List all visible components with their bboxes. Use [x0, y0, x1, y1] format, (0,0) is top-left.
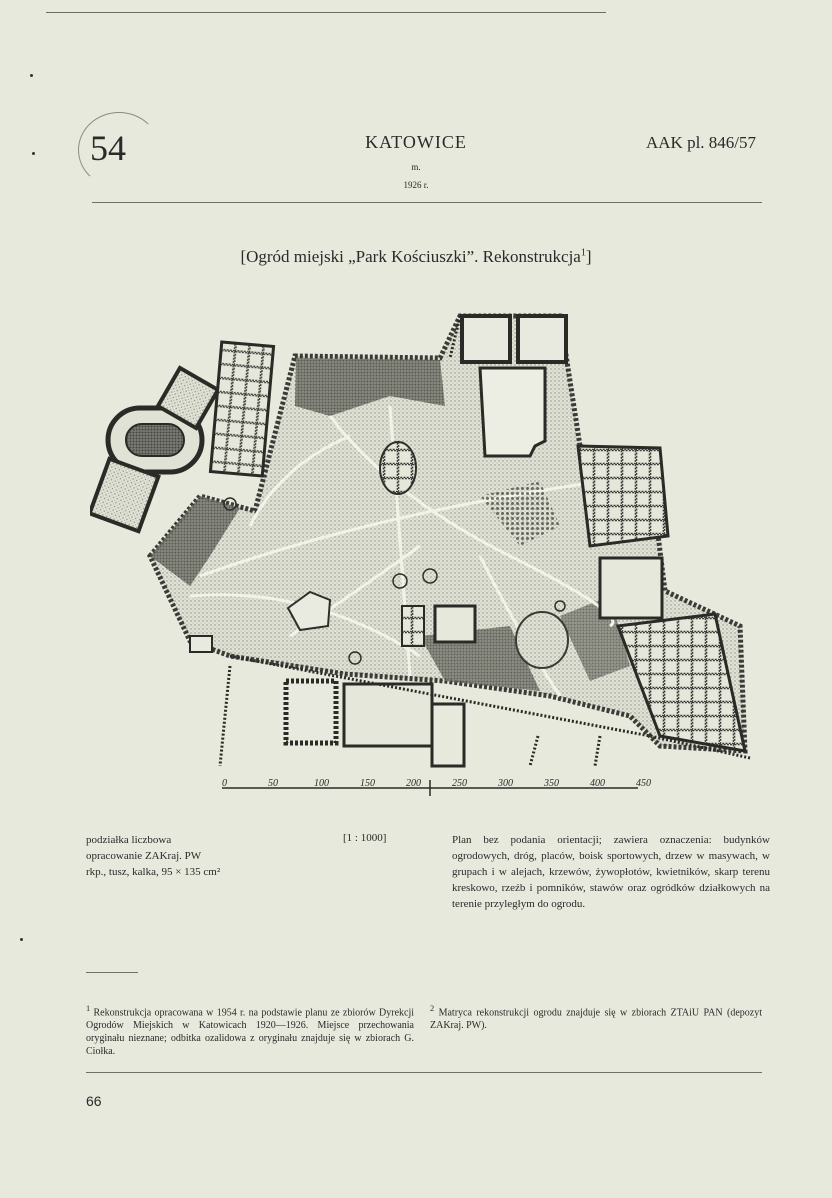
round-clearing	[516, 612, 568, 668]
scale-label: 250	[452, 778, 467, 789]
description-scale-type: podziałka liczbowa	[86, 834, 172, 846]
scale-label: 450	[636, 778, 651, 789]
track-infield	[126, 424, 184, 456]
scale-label: 400	[590, 778, 605, 789]
top-rule	[46, 12, 606, 13]
scale-label: 0	[222, 778, 227, 789]
description-medium: rkp., tusz, kalka, 95 × 135 cm²	[86, 866, 221, 878]
sports-ground	[480, 368, 545, 456]
scan-speck	[30, 74, 33, 77]
title-footnote-mark: 1	[580, 247, 586, 259]
oval-flowerbed	[380, 442, 416, 494]
scale-label: 100	[314, 778, 329, 789]
garden-block	[432, 704, 464, 766]
archive-signature: AAK pl. 846/57	[646, 133, 757, 152]
scan-speck	[20, 938, 23, 941]
plan-title-text: [Ogród miejski „Park Kościuszki”. Rekonstrukcja	[240, 247, 581, 266]
place-type: m.	[411, 162, 421, 172]
plan-title-close: ]	[585, 247, 592, 266]
footnote-2-text: Matryca rekonstrukcji ogrodu znajduje się w zbiorach ZTAiU PAN (depozyt ZAKraj. PW).	[430, 1007, 763, 1032]
allotment-gardens-northwest	[210, 342, 273, 476]
scale-label: 50	[268, 778, 278, 789]
plan-year: 1926 r.	[403, 180, 429, 190]
footnote-1-text: Rekonstrukcja opracowana w 1954 r. na podstawie planu ze zbiorów Dyrekcji Ogrodów Miejskich w Katowicach 1920—1926. Miejsce przechowania oryginału nieznane; odbitka ozalidowa z oryginału znajduje się w zbiorach G. Ciołka.	[86, 1007, 414, 1058]
description-author: opracowanie ZAKraj. PW	[86, 850, 202, 862]
footnote-2-mark: 2	[430, 1004, 435, 1013]
scale-label: 150	[360, 778, 375, 789]
sports-field-south	[286, 681, 336, 743]
scale-label: 350	[544, 778, 559, 789]
plan-title	[0, 247, 832, 267]
plan-description: Plan bez podania orientacji; zawiera oznaczenia: budynków ogrodowych, dróg, placów, boisk sportowych, drzew w masywach, w grupach i w alejach, krzewów, żywopłotów, kwietników, skarp terenu kreskowo, rzeźb i pomników, stawów oraz ogródków działkowych na terenie przyległym do ogrodu.	[452, 834, 770, 910]
place-name: KATOWICE	[365, 132, 467, 152]
gate-building	[190, 636, 212, 652]
description-left	[86, 832, 336, 880]
sports-field	[518, 316, 566, 362]
building	[402, 606, 424, 646]
allotment-gardens-east	[578, 446, 668, 546]
footnote-1	[86, 1002, 414, 1058]
park-plan-drawing	[90, 296, 762, 806]
scale-label: 200	[406, 778, 421, 789]
building	[435, 606, 475, 642]
plate-number: 54	[90, 128, 126, 168]
scale-bar	[222, 780, 638, 796]
page-number: 66	[86, 1093, 102, 1109]
scale-label: 300	[498, 778, 513, 789]
footer-rule	[86, 1072, 762, 1073]
scan-speck	[32, 152, 35, 155]
footnote-2	[430, 1002, 762, 1032]
scale-ratio: [1 : 1000]	[343, 832, 387, 844]
footnote-separator	[86, 972, 138, 973]
footnote-1-mark: 1	[86, 1004, 91, 1013]
sports-field	[462, 316, 510, 362]
field-east	[600, 558, 662, 618]
header-rule	[92, 202, 762, 203]
